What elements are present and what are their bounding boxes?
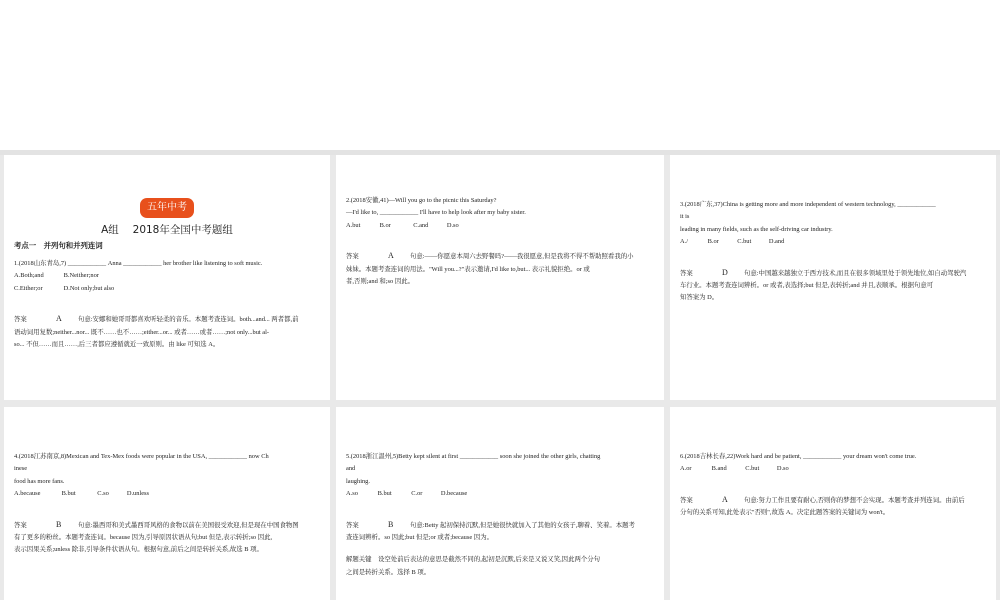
analysis-text: 语动词用复数;neither...nor... 既不……也不……;either...or... 或者……或者……;not only...but al- <box>14 328 270 336</box>
key-point-text: 之间是转折关系。选择 B 项。 <box>346 568 431 576</box>
analysis-text: 分句的关系可知,此处表示"否则",故选 A。决定此题答案的关键词为 won't。 <box>680 509 890 517</box>
options-row <box>346 220 654 232</box>
analysis-text: 有了更多的粉丝。本题考查连词。because 因为,引导原因状语从句;but 但是,表示转折;so 因此, <box>14 534 273 542</box>
key-point-text: 解题关键 设空处前后表达的意思是截然不同的,起初是沉默,后来是又说又笑,因此两个分句 <box>346 556 601 564</box>
option-a: A.Both;and <box>14 272 44 280</box>
answer-line <box>680 267 986 280</box>
analysis-text: 句意:——你愿意本周六去野餐吗?——我很愿意,但是我将不得不帮助照看我的小 <box>410 253 634 261</box>
options-row <box>14 270 320 282</box>
option-b: B.or <box>707 238 719 246</box>
question-card-1 <box>4 155 330 400</box>
option-b: B.but <box>377 490 392 498</box>
analysis-text: 查连词辨析。so 因此;but 但是;or 或者;because 因为。 <box>346 534 493 542</box>
question-stem: 5.(2018浙江温州,5)Betty kept silent at first ____________ soon she joined the other girls, chatting <box>346 453 601 460</box>
options-row <box>14 283 320 295</box>
question-stem: 6.(2018吉林长春,22)Work hard and be patient, ____________ your dream won't come true. <box>680 453 917 460</box>
question-stem: it is <box>680 213 690 221</box>
option-c: C.but <box>737 238 752 246</box>
option-a: A.but <box>346 221 361 229</box>
question-stem: —I'd like to, ____________ I'll have to help look after my baby sister. <box>346 209 526 217</box>
option-d: D.so <box>776 465 789 473</box>
option-c: C.so <box>97 490 109 498</box>
option-a: A.so <box>346 490 358 498</box>
answer-line <box>14 313 320 326</box>
option-a: A.because <box>14 490 41 498</box>
question-stem: 4.(2018江苏南京,8)Mexican and Tex-Mex foods were popular in the USA, ____________ now Ch <box>14 453 269 460</box>
question-stem: laughing. <box>346 477 370 485</box>
answer-label: 答案 <box>14 521 27 529</box>
analysis-text: 句意:安娜和她哥哥都喜欢听轻柔的音乐。本题考查连词。both...and... 两者都,前 <box>78 316 299 324</box>
question-stem: leading in many fields, such as the self-driving car industry. <box>680 225 833 233</box>
section-badge: 五年中考 <box>140 198 194 218</box>
option-b: B.but <box>61 490 76 498</box>
question-stem: 3.(2018广东,37)China is getting more and more independent of western technology, ____________ <box>680 201 936 208</box>
answer-letter: B <box>388 519 394 529</box>
option-d: D.because <box>440 490 468 498</box>
answer-letter: A <box>722 494 728 504</box>
options-row <box>680 463 986 475</box>
option-a: A.or <box>680 465 692 473</box>
answer-letter: D <box>722 267 728 277</box>
question-stem: 1.(2018山东青岛,7) ____________ Anna ____________ her brother like listening to soft music. <box>14 260 263 267</box>
option-b: B.Neither;nor <box>63 272 99 280</box>
answer-line <box>14 519 320 532</box>
answer-line <box>680 494 986 507</box>
options-row <box>14 488 320 500</box>
topic-heading: 考点一 并列句和并列连词 <box>14 241 103 250</box>
analysis-text: 者,否则;and 和;so 因此。 <box>346 278 414 286</box>
analysis-text: so... 不但……而且……,后三者都应遵循就近一致原则。由 like 可知选 A。 <box>14 341 220 349</box>
option-d: D.and <box>768 238 785 246</box>
question-card-6 <box>670 407 996 600</box>
analysis-text: 句意:努力工作且要有耐心,否则你的梦想不会实现。本题考查并列连词。由前后 <box>744 496 965 504</box>
option-c: C.Either;or <box>14 284 43 292</box>
blank-page-area <box>0 0 1000 150</box>
question-card-5 <box>336 407 664 600</box>
answer-letter: A <box>388 251 394 261</box>
option-d: D.Not only;but also <box>63 284 115 292</box>
option-c: C.and <box>413 221 429 229</box>
group-title: A组 2018年全国中考题组 <box>101 224 233 236</box>
question-stem: food has more fans. <box>14 477 65 485</box>
analysis-text: 句意:中国越来越独立于西方技术,而且在很多领域里处于领先地位,如自动驾驶汽 <box>744 269 967 277</box>
option-d: D.so <box>446 221 459 229</box>
question-stem: 2.(2018安徽,41)—Will you go to the picnic this Saturday? <box>346 197 497 204</box>
options-row <box>346 488 654 500</box>
analysis-text: 表示因果关系;unless 除非,引导条件状语从句。根据句意,前后之间是转折关系,故选 B 项。 <box>14 546 263 554</box>
answer-label: 答案 <box>346 521 359 529</box>
answer-line <box>346 250 654 263</box>
question-card-4 <box>4 407 330 600</box>
answer-label: 答案 <box>680 496 693 504</box>
option-c: C.but <box>745 465 760 473</box>
answer-letter: A <box>56 314 62 324</box>
answer-label: 答案 <box>14 316 27 324</box>
question-stem: inese <box>14 465 28 473</box>
analysis-text: 句意:Betty 起初保持沉默,但是她很快就加入了其他的女孩子,聊着、笑着。本题考 <box>410 521 635 529</box>
analysis-text: 句意:墨西哥和美式墨西哥风格的食物以前在美国很受欢迎,但是现在中国食物图 <box>78 521 299 529</box>
option-b: B.and <box>711 465 727 473</box>
question-card-3 <box>670 155 996 400</box>
question-card-2 <box>336 155 664 400</box>
option-c: C.or <box>411 490 423 498</box>
question-stem: and <box>346 465 356 473</box>
answer-line <box>346 519 654 532</box>
analysis-text: 车行业。本题考查连词辨析。or 或者,表选择;but 但是,表转折;and 并且,表顺承。根据句意可 <box>680 282 934 290</box>
option-a: A./ <box>680 238 688 246</box>
analysis-text: 知答案为 D。 <box>680 294 719 302</box>
options-row <box>680 236 986 248</box>
option-d: D.unless <box>126 490 150 498</box>
answer-label: 答案 <box>680 269 693 277</box>
answer-label: 答案 <box>346 253 359 261</box>
option-b: B.or <box>379 221 391 229</box>
analysis-text: 妹妹。本题考查连词的用法。"Will you...?"表示邀请,I'd like to,but... 表示礼貌拒绝。or 或 <box>346 265 590 273</box>
answer-letter: B <box>56 519 62 529</box>
